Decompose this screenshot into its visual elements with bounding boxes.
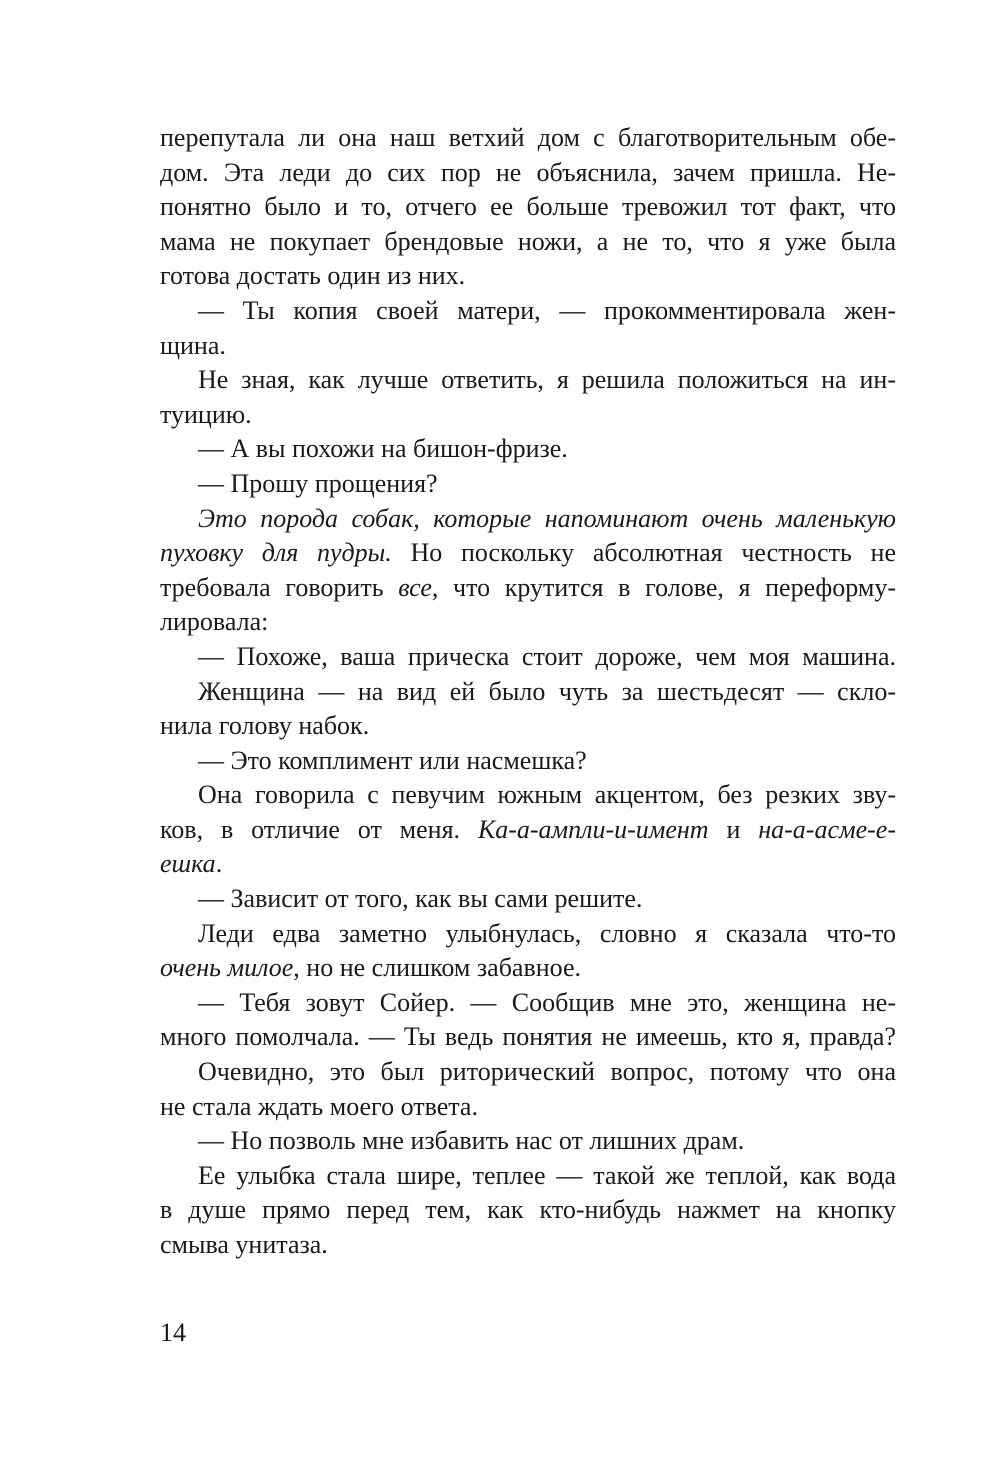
text-line: — Тебя зовут Сойер. — Сообщив мне это, женщина не- <box>198 987 896 1017</box>
text-line: Она говорила с певучим южным акцентом, без резких зву- <box>198 780 896 810</box>
text-line: щина. <box>160 330 226 360</box>
text-line: готова достать один из них. <box>160 261 466 291</box>
page-number: 14 <box>160 1318 186 1347</box>
text-line: требовала говорить все, что крутится в голове, я переформу- <box>160 572 896 602</box>
text-line: перепутала ли она наш ветхий дом с благотворительным обе- <box>160 123 896 152</box>
text-line: ков, в отличие от меня. Ка-а-ампли-и-имент и на-а-асме-е- <box>160 814 896 844</box>
text-line: Не зная, как лучше ответить, я решила положиться на ин- <box>198 365 896 395</box>
text-line: не стала ждать моего ответа. <box>160 1091 478 1121</box>
text-line: нила голову набок. <box>160 711 370 741</box>
text-line: туицию. <box>160 399 252 429</box>
text-line: очень милое, но не слишком забавное. <box>160 953 582 983</box>
text-line: ешка. <box>160 849 223 879</box>
text-line: дом. Эта леди до сих пор не объяснила, зачем пришла. Не- <box>160 157 896 187</box>
text-line: лировала: <box>160 607 269 637</box>
body-text <box>160 121 896 1263</box>
text-line: понятно было и то, отчего ее больше тревожил тот факт, что <box>160 192 896 222</box>
text-line: — Зависит от того, как вы сами решите. <box>198 884 643 914</box>
text-line: — Это комплимент или насмешка? <box>198 745 587 775</box>
text-line: смыва унитаза. <box>160 1230 328 1259</box>
text-line: мама не покупает брендовые ножи, а не то, что я уже была <box>160 226 896 256</box>
text-line: — Прошу прощения? <box>198 468 438 498</box>
text-line: Ее улыбка стала шире, теплее — такой же теплой, как вода <box>198 1160 896 1190</box>
text-line: Леди едва заметно улыбнулась, словно я сказала что-то <box>198 918 896 948</box>
text-line: — А вы похожи на бишон-фризе. <box>198 434 568 464</box>
text-line: много помолчала. — Ты ведь понятия не имеешь, кто я, правда? <box>160 1022 896 1052</box>
text-line: пуховку для пудры. Но поскольку абсолютная честность не <box>160 538 896 568</box>
text-line: Женщина — на вид ей было чуть за шестьдесят — скло- <box>198 676 896 706</box>
text-line: в душе прямо перед тем, как кто-нибудь нажмет на кнопку <box>160 1195 896 1225</box>
text-line: — Но позволь мне избавить нас от лишних драм. <box>198 1126 745 1156</box>
text-line: Очевидно, это был риторический вопрос, потому что она <box>198 1057 896 1087</box>
text-line: Это порода собак, которые напоминают очень маленькую <box>198 503 896 533</box>
text-line: — Похоже, ваша прическа стоит дороже, чем моя машина. <box>198 641 896 671</box>
text-line: — Ты копия своей матери, — прокомментировала жен- <box>198 295 896 325</box>
